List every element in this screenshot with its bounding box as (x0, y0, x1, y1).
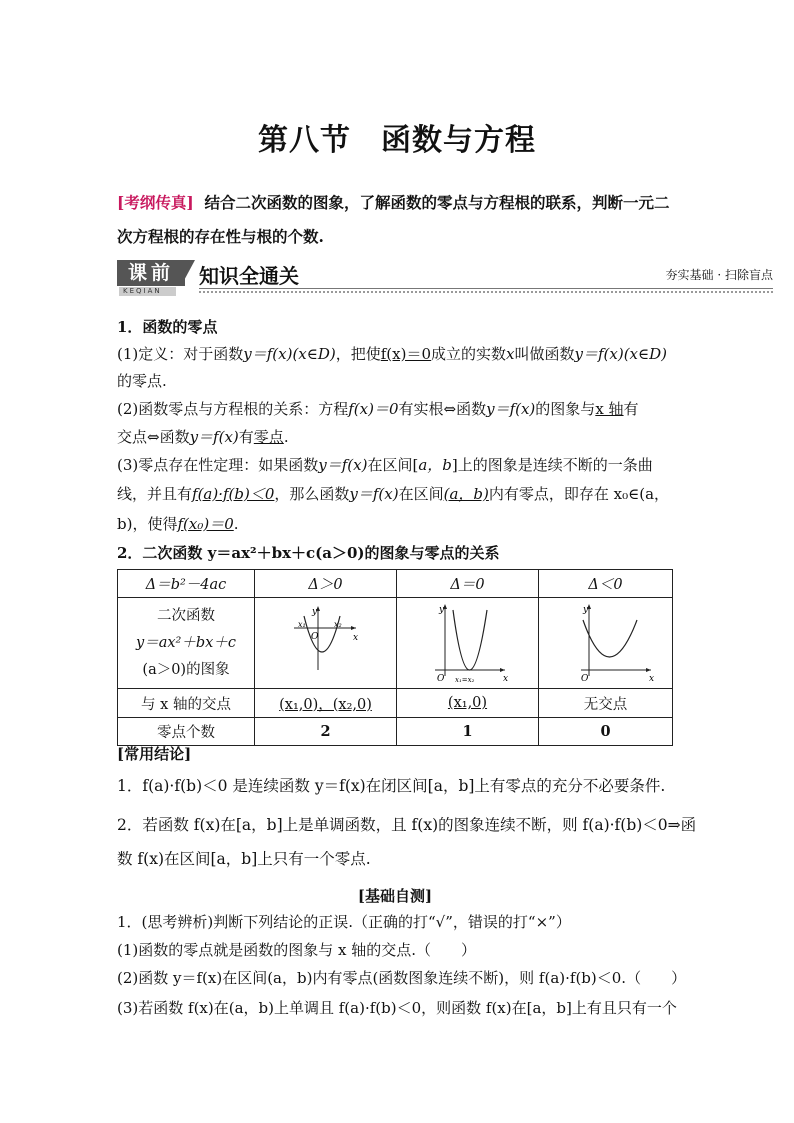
parabola-two-roots-graph (256, 598, 396, 684)
banner-rule (199, 288, 773, 289)
svg-text:O: O (581, 674, 589, 684)
row-label-graph: 二次函数 y＝ax²＋bx＋c (a＞0)的图象 (118, 598, 255, 689)
page-title (0, 115, 794, 159)
row-label-count: 零点个数 (118, 718, 255, 746)
title-topic: 函数与方程 (381, 123, 536, 158)
graph-two-roots (255, 598, 397, 689)
svg-text:O: O (310, 632, 318, 642)
svg-text:y: y (311, 607, 317, 617)
s1-title: 1．函数的零点 (117, 318, 218, 336)
intersection-two: (x₁,0)，(x₂,0) (279, 696, 372, 713)
s1-line2: 的零点. (117, 372, 167, 390)
svg-text:x₁=x₂: x₁=x₂ (455, 676, 475, 684)
parabola-no-root-graph (539, 598, 671, 684)
count-two: 2 (255, 718, 397, 746)
conclusions-heading: [常用结论] (117, 745, 192, 763)
header-zero: Δ＝0 (450, 577, 485, 593)
banner-slogan: 夯实基础 · 扫除盲点 (665, 268, 773, 282)
s1-line3: (2)函数零点与方程根的关系：方程f(x)＝0有实根⇔函数y＝f(x)的图象与x 轴有 (117, 400, 639, 418)
s1-line7: b)，使得f(x₀)＝0. (117, 515, 239, 533)
row-label-intersection: 与 x 轴的交点 (118, 689, 255, 718)
header-negative: Δ＜0 (588, 577, 623, 593)
table-row-graph (118, 598, 673, 689)
selftest-q1-item1: (1)函数的零点就是函数的图象与 x 轴的交点.（ ） (117, 941, 477, 959)
intro-tag: [考纲传真] (117, 193, 194, 212)
banner-dotted-rule (199, 291, 773, 293)
title-section: 第八节 (258, 123, 351, 158)
conclusion-1: 1．f(a)·f(b)＜0 是连续函数 y＝f(x)在闭区间[a，b]上有零点的充分不必要条件. (117, 777, 666, 795)
s1-line1: (1)定义：对于函数y＝f(x)(x∈D)，把使f(x)＝0成立的实数x叫做函数y＝f(x)(x∈D) (117, 345, 667, 363)
intersection-one: (x₁,0) (447, 695, 488, 711)
header-positive: Δ＞0 (308, 577, 343, 593)
svg-text:y: y (583, 605, 589, 615)
svg-text:x: x (649, 674, 655, 684)
graph-no-root (538, 598, 672, 689)
count-one: 1 (397, 718, 539, 746)
zero-relation-table (117, 569, 673, 746)
svg-text:y: y (439, 605, 445, 615)
table-row-count (118, 718, 673, 746)
selftest-heading: [基础自测] (357, 887, 433, 905)
selftest-q1-item2: (2)函数 y＝f(x)在区间(a，b)内有零点(函数图象连续不断)，则 f(a)·f(b)＜0.（ ） (117, 969, 687, 987)
badge-corner (181, 260, 195, 286)
conclusion-2-line1: 2．若函数 f(x)在[a，b]上是单调函数，且 f(x)的图象连续不断，则 f(a)·f(b)＜0⇒函 (117, 816, 697, 834)
selftest-q1-item3: (3)若函数 f(x)在(a，b)上单调且 f(a)·f(b)＜0，则函数 f(x)在[a，b]上有且只有一个 (117, 999, 677, 1017)
table-header-row (118, 570, 673, 598)
section-banner (117, 260, 773, 300)
conclusion-2-line2: 数 f(x)在区间[a，b]上只有一个零点. (117, 850, 371, 868)
header-discriminant: Δ＝b²－4ac (145, 577, 227, 593)
svg-text:x₂: x₂ (333, 620, 342, 629)
s1-line5: (3)零点存在性定理：如果函数y＝f(x)在区间[a，b]上的图象是连续不断的一条曲 (117, 456, 653, 474)
intro-text: 结合二次函数的图象，了解函数的零点与方程根的联系，判断一元二次方程根的存在性与根的个数. (117, 193, 670, 246)
parabola-one-root-graph (397, 598, 537, 684)
count-zero: 0 (538, 718, 672, 746)
s1-line4: 交点⇔函数y＝f(x)有零点. (117, 428, 289, 446)
keqian-sub: KEQIAN (119, 287, 176, 296)
graph-one-root (397, 598, 539, 689)
s2-title: 2．二次函数 y＝ax²＋bx＋c(a＞0)的图象与零点的关系 (117, 544, 500, 562)
s1-line6: 线，并且有f(a)·f(b)＜0，那么函数y＝f(x)在区间(a，b)内有零点，即存在 x₀∈(a， (117, 485, 670, 503)
banner-heading: 知识全通关 (199, 264, 299, 288)
svg-text:x₁: x₁ (297, 620, 306, 629)
selftest-q1: 1．(思考辨析)判断下列结论的正误.（正确的打“√”，错误的打“×”） (117, 913, 571, 931)
intro-paragraph (117, 186, 682, 254)
intersection-none: 无交点 (538, 689, 672, 718)
keqian-badge: 课前 (117, 260, 185, 286)
svg-text:x: x (503, 674, 509, 684)
svg-text:O: O (437, 674, 445, 684)
table-row-intersection (118, 689, 673, 718)
svg-text:x: x (352, 633, 358, 643)
